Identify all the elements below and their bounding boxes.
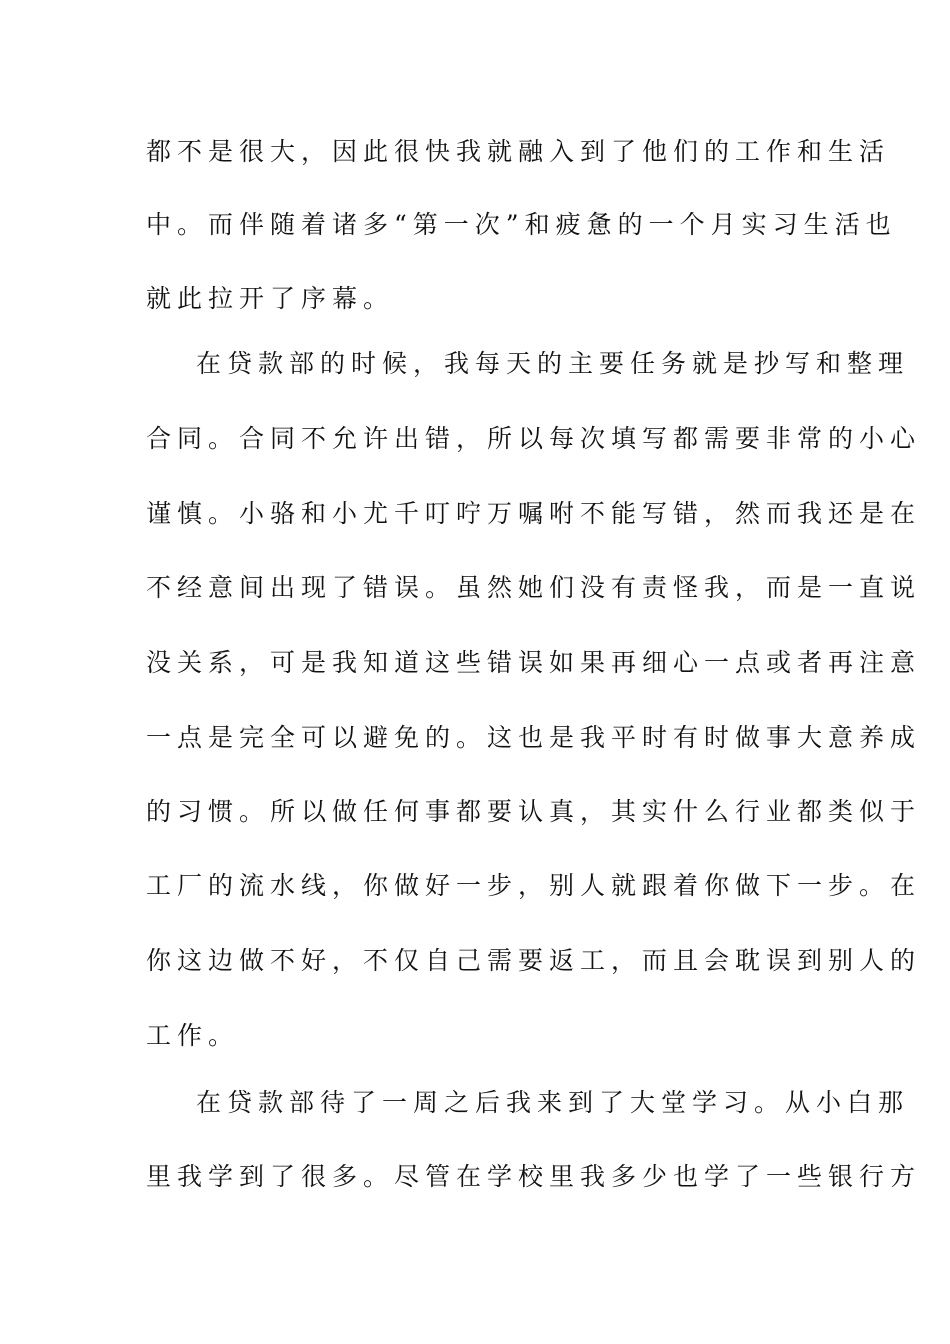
- text-line-14: 在贷款部待了一周之后我来到了大堂学习。从小白那: [196, 1088, 910, 1117]
- text-line-9: 一点是完全可以避免的。这也是我平时有时做事大意养成: [146, 723, 922, 752]
- text-line-13: 工作。: [146, 1021, 240, 1050]
- text-line-2: 中。而伴随着诸多“第一次”和疲惫的一个月实习生活也: [146, 210, 897, 239]
- text-line-10: 的习惯。所以做任何事都要认真，其实什么行业都类似于: [146, 797, 922, 826]
- text-line-1: 都不是很大，因此很快我就融入到了他们的工作和生活: [146, 137, 891, 166]
- text-line-6: 谨慎。小骆和小尤千叮咛万嘱咐不能写错，然而我还是在: [146, 499, 922, 528]
- text-line-12: 你这边做不好，不仅自己需要返工，而且会耽误到别人的: [146, 946, 922, 975]
- text-line-11: 工厂的流水线，你做好一步，别人就跟着你做下一步。在: [146, 871, 922, 900]
- text-line-15: 里我学到了很多。尽管在学校里我多少也学了一些银行方: [146, 1162, 922, 1191]
- text-line-3: 就此拉开了序幕。: [146, 284, 395, 313]
- text-line-4: 在贷款部的时候，我每天的主要任务就是抄写和整理: [196, 349, 910, 378]
- text-line-8: 没关系，可是我知道这些错误如果再细心一点或者再注意: [146, 648, 922, 677]
- text-line-7: 不经意间出现了错误。虽然她们没有责怪我，而是一直说: [146, 573, 922, 602]
- text-line-5: 合同。合同不允许出错，所以每次填写都需要非常的小心: [146, 424, 922, 453]
